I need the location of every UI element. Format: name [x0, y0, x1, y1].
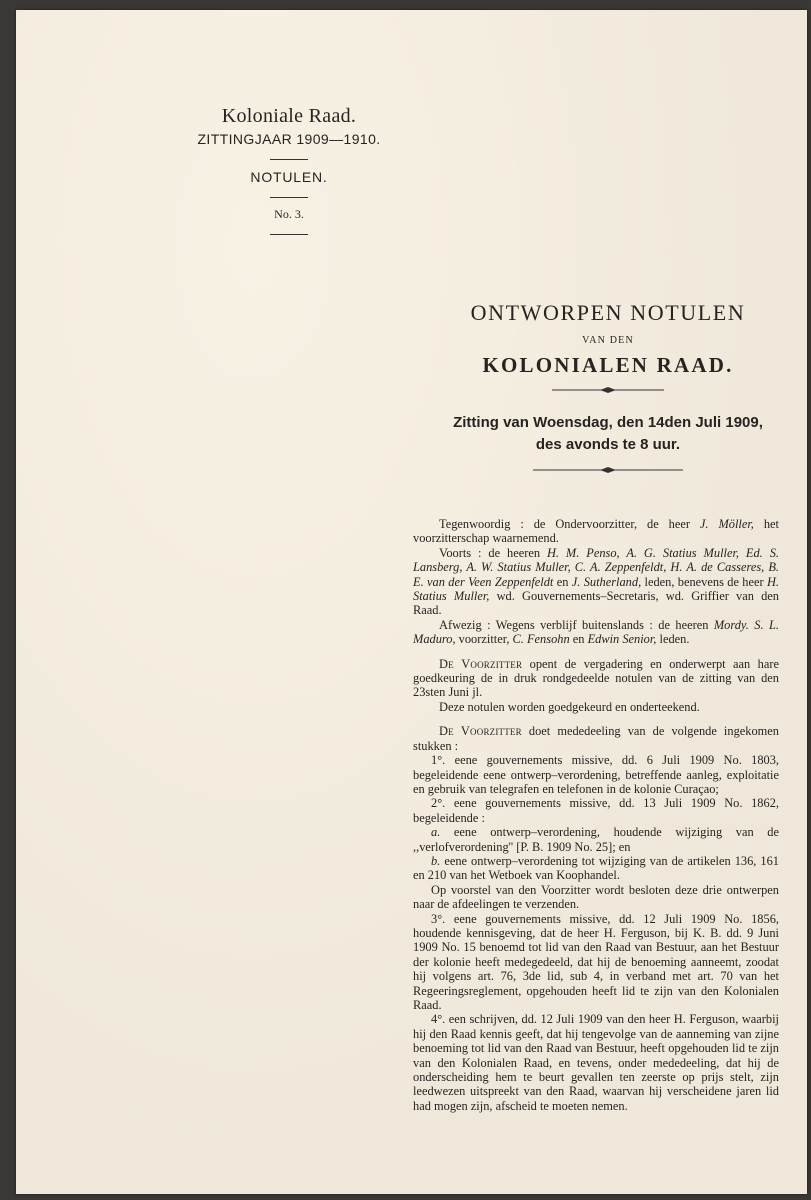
- divider: [270, 234, 308, 235]
- attendance-present: Tegenwoordig : de Ondervoorzitter, de heer J. Möller, het voorzitterschap waarnemend.: [413, 517, 779, 546]
- opening-paragraph: De Voorzitter opent de vergadering en onderwerpt aan hare goedkeuring de in druk rondgedeelde notulen van de zitting van den 23sten Juni jl.: [413, 656, 779, 700]
- communications-intro: De Voorzitter doet mededeeling van de volgende ingekomen stukken :: [413, 724, 779, 753]
- session-line-1: Zitting van Woensdag, den 14den Juli 1909,: [453, 414, 763, 431]
- communication-item-2: 2°. eene gouvernements missive, dd. 13 Juli 1909 No. 1862, begeleidende :: [413, 796, 779, 825]
- document-header: [443, 300, 773, 474]
- council-name: KOLONIALEN RAAD.: [482, 353, 734, 377]
- ornament-rule: [533, 466, 683, 474]
- communication-item-1: 1°. eene gouvernements missive, dd. 6 Juli 1909 No. 1803, begeleidende eene ontwerp–verordening, betreffende aanleg, exploitatie en gebruik van telegrafen en telefonen in de kolonie Curaçao;: [413, 753, 779, 796]
- communication-item-2b: b. eene ontwerp–verordening tot wijziging van de artikelen 136, 161 en 210 van het Wetboek van Koophandel.: [413, 853, 779, 883]
- session-line-2: des avonds te 8 uur.: [535, 436, 681, 453]
- document-page: [16, 10, 807, 1194]
- minutes-body: [413, 517, 779, 1113]
- proposal-paragraph: Op voorstel van den Voorzitter wordt besloten deze drie ontwerpen naar de afdeelingen te verzenden.: [413, 882, 779, 912]
- minutes-approved: Deze notulen worden goedgekeurd en onderteekend.: [439, 699, 700, 714]
- notulen-label: NOTULEN.: [250, 169, 328, 185]
- divider: [270, 197, 308, 198]
- divider: [270, 159, 308, 160]
- session-year: ZITTINGJAAR 1909—1910.: [197, 131, 381, 147]
- communication-item-4: 4°. een schrijven, dd. 12 Juli 1909 van den heer H. Ferguson, waarbij hij den Raad kennis geeft, dat hij tengevolge van de aanneming van zijne benoeming tot lid van den Raad van Bestuur, heeft opgehouden lid te zijn van den Kolonialen Raad, en tevens, onder mededeeling, dat hij de onderscheiding hem te beurt gevallen ten zeerste op prijs stelt, zijn leedwezen uitspreekt van den Raad, waarvan hij verscheidene jaren lid had mogen zijn, afscheid te moeten nemen.: [413, 1012, 779, 1113]
- communication-item-2a: a. eene ontwerp–verordening, houdende wijziging van de ,,verlofverordening'' [P. B. 1909 No. 25]; en: [413, 825, 779, 854]
- council-title: Koloniale Raad.: [221, 105, 357, 127]
- van-den-label: VAN DEN: [582, 335, 634, 346]
- document-number: No. 3.: [274, 207, 304, 221]
- attendance-absent: Afwezig : Wegens verblijf buitenslands : de heeren Mordy. S. L. Maduro, voorzitter, C. Fensohn en Edwin Senior, leden.: [413, 617, 779, 647]
- communication-item-3: 3°. eene gouvernements missive, dd. 12 Juli 1909 No. 1856, houdende kennisgeving, dat de heer H. Ferguson, bij K. B. dd. 9 Juni 1909 No. 15 benoemd tot lid van den Raad van Bestuur, aan het Bestuur der kolonie heeft medegedeeld, dat hij de benoeming aanneemt, zoodat hij volgens art. 76, 3de lid, sub 4, in verband met art. 70 van het Regeeringsreglement, opgehouden heeft lid te zijn van den Kolonialen Raad.: [413, 911, 779, 1012]
- attendance-voorts: Voorts : de heeren H. M. Penso, A. G. Statius Muller, Ed. S. Lansberg, A. W. Statius Muller, C. A. Zeppenfeldt, H. A. de Casseres, B. E. van der Veen Zeppenfeldt en J. Sutherland, leden, benevens de heer H. Statius Muller, wd. Gouvernements–Secretaris, wd. Griffier van den Raad.: [413, 545, 779, 618]
- document-title: ONTWORPEN NOTULEN: [470, 300, 746, 325]
- ornament-rule: [552, 386, 664, 394]
- left-header-block: [159, 105, 419, 244]
